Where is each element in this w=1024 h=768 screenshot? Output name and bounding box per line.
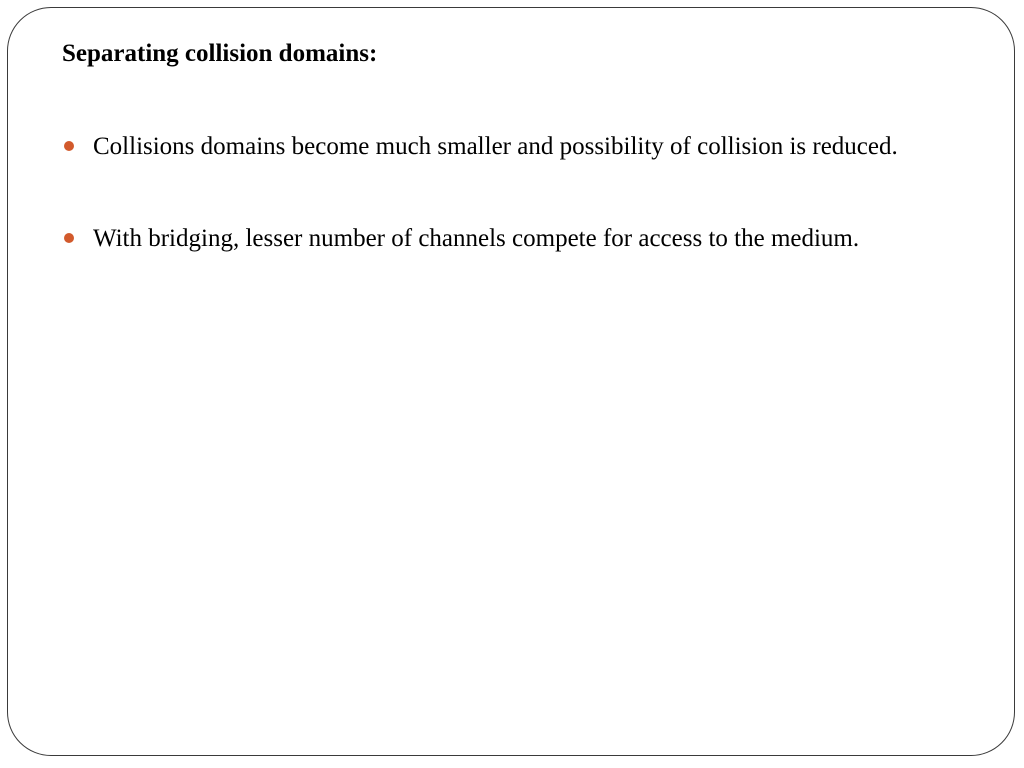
slide-heading: Separating collision domains: (62, 40, 378, 67)
bullet-dot-icon (64, 233, 74, 243)
bullet-item (62, 220, 942, 257)
bullet-text: With bridging, lesser number of channels compete for access to the medium. (93, 225, 860, 252)
bullet-list (62, 128, 942, 312)
bullet-dot-icon (64, 141, 74, 151)
slide-frame (7, 7, 1015, 756)
bullet-text: Collisions domains become much smaller and possibility of collision is reduced. (93, 133, 898, 160)
bullet-item (62, 128, 942, 165)
